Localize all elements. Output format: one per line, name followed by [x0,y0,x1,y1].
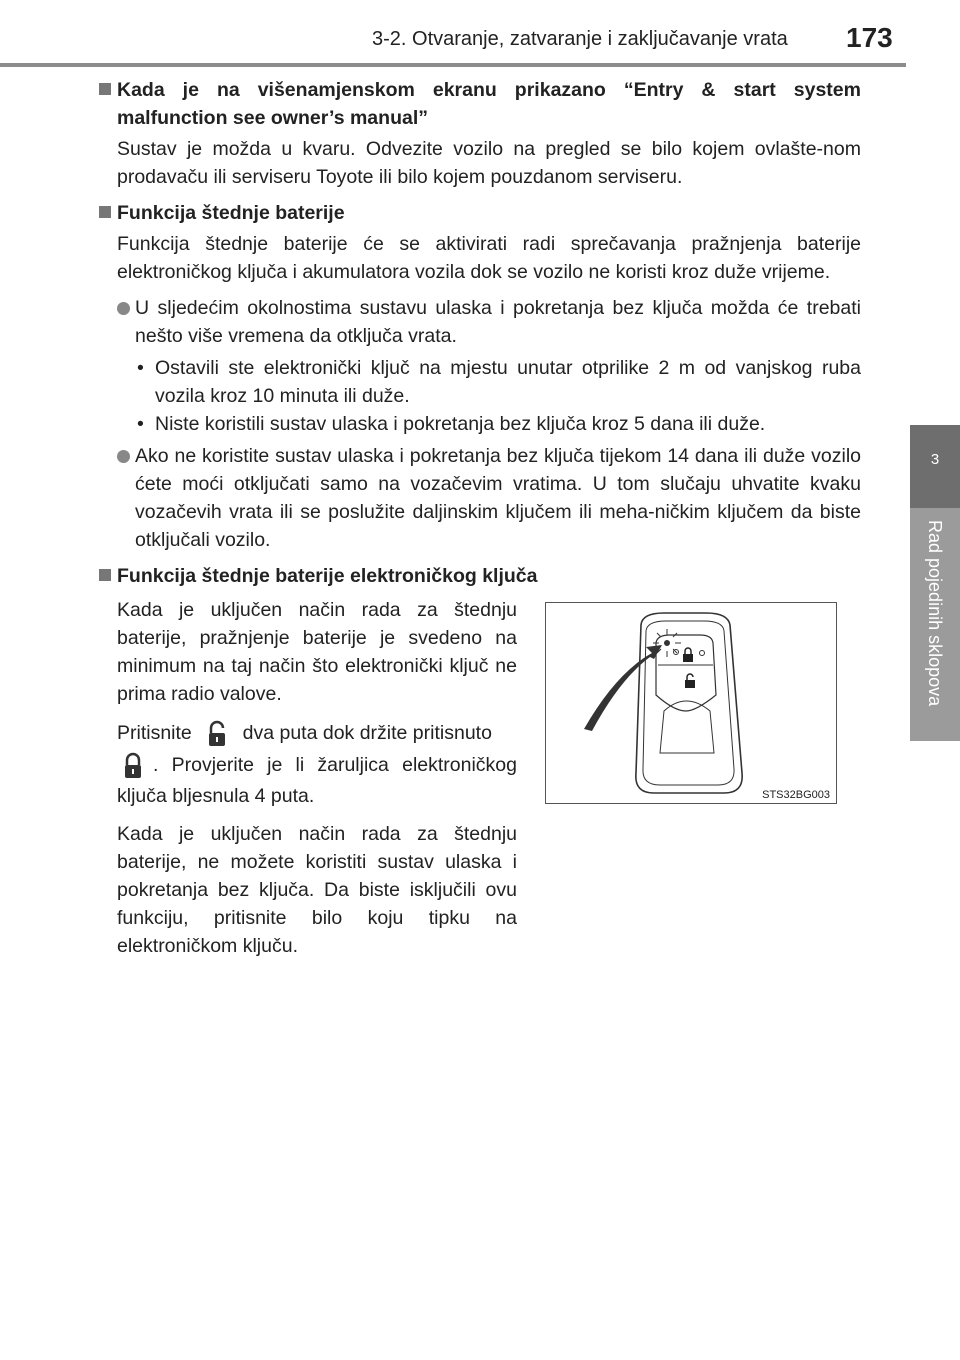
instruction-text: Pritisnite [117,722,192,745]
square-bullet-icon [99,83,111,95]
heading-text: Kada je na višenamjenskom ekranu prikazano “Entry & start system malfunction see owner’s manual” [117,79,861,129]
figure-code: STS32BG003 [762,789,830,801]
circle-bullet-icon [117,450,130,463]
lock-button-icon [117,750,149,782]
list-item [97,294,861,350]
figure-electronic-key [545,602,837,804]
instruction-paragraph [117,718,517,810]
heading-text: Funkcija štednje baterije elektroničkog ključa [117,565,538,587]
sub-bullet-mark: • [137,357,144,379]
bullet-text: Ako ne koristite sustav ulaska i pokretanja bez ključa tijekom 14 dana ili duže vozilo ćete moći otključati samo na vozačevim vratima. U tom slučaju uhvatite kvaku vozačevih vrata ili se poslužite daljinskim ključem ili meha-ničkim ključem da biste otključali vozilo. [135,445,861,551]
electronic-key-illustration [546,603,836,803]
list-item [97,442,861,554]
body-paragraph: Sustav je možda u kvaru. Odvezite vozilo na pregled se bilo kojem ovlašte-nom prodavaču ili serviseru Toyote ili bilo kojem pouzdanom serviseru. [117,138,861,188]
section-heading [97,562,861,590]
circle-bullet-icon [117,302,130,315]
unlock-button-icon [201,718,233,750]
section-title: 3-2. Otvaranje, zatvaranje i zaključavanje vrata [372,28,788,50]
section-heading [97,76,861,132]
sub-list-item [97,354,861,410]
section-heading [97,199,861,227]
chapter-title: Rad pojedinih sklopova [925,520,945,707]
sub-item-text: Ostavili ste elektronički ključ na mjestu unutar otprilike 2 m od vanjskog ruba vozila kroz 10 minuta ili duže. [155,357,861,407]
square-bullet-icon [99,569,111,581]
heading-text: Funkcija štednje baterije [117,202,345,224]
section-battery-saving [97,199,861,554]
body-paragraph: Funkcija štednje baterije će se aktivirati radi sprečavanja pražnjenja baterije elektroničkog ključa i akumulatora vozila dok se vozilo ne koristi kroz duže vrijeme. [117,233,861,283]
bullet-text: U sljedećim okolnostima sustavu ulaska i pokretanja bez ključa možda će trebati nešto više vremena da otključa vrata. [135,297,861,347]
text-with-figure [97,596,861,960]
section-malfunction [97,76,861,191]
section-key-battery-saving [97,562,861,960]
sub-bullet-mark: • [137,413,144,435]
instruction-text: . Provjerite je li žaruljica elektroničkog ključa bljesnula 4 puta. [117,754,517,807]
chapter-number: 3 [930,451,940,468]
instruction-text: dva puta dok držite pritisnuto [242,722,492,745]
body-paragraph: Kada je uključen način rada za štednju baterije, pražnjenje baterije je svedeno na minimum na taj način što elektronički ključ ne prima radio valove. [117,599,517,705]
page-content [97,76,861,970]
square-bullet-icon [99,206,111,218]
body-paragraph: Kada je uključen način rada za štednju baterije, ne možete koristiti sustav ulaska i pokretanja bez ključa. Da biste isključili ovu funkciju, pritisnite bilo koju tipku na elektroničkom ključu. [117,823,517,957]
chapter-tab [910,425,960,508]
left-column [117,596,517,960]
header-rule [0,63,906,67]
sub-list-item [97,410,861,438]
page-number: 173 [846,22,893,53]
sub-item-text: Niste koristili sustav ulaska i pokretanja bez ključa kroz 5 dana ili duže. [155,413,766,435]
